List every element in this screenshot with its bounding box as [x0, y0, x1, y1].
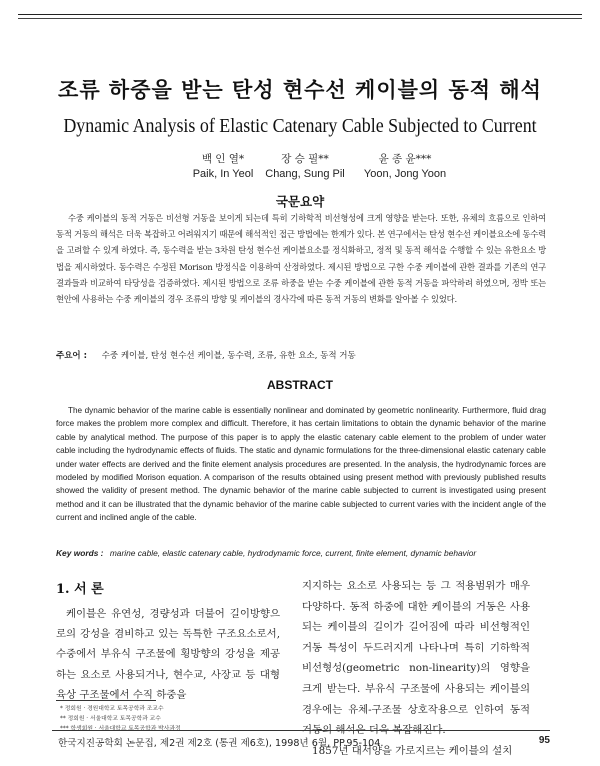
- footnote-rule: [56, 700, 156, 701]
- korean-keywords: [56, 349, 546, 361]
- english-abstract: The dynamic behavior of the marine cable is essentially nonlinear and dominated by geometric nonlinearity. Furthermore, fluid drag force makes the problem more complex and difficult. Therefore, it has certain limitations to obtain the dynamic behavior of the marine cable by analytical method. The purpose of this paper is to apply the elastic catenary cable element to the problem of under water cable including the hydrodynamic effects of fluids. The static and dynamic formulations for the three-dimensional elastic catenary cable under water effects are derived and the finite element analysis procedures are presented. In the analysis, the hydrodynamic forces are modeled by modified Morison equation. A comparison of the results obtained using present method with previously published results showed the validity of present method. The dynamic behavior of the marine cable subjected to current is investigated using present method and it can be illustrated that the dynamic behavior of the marine cable subjected to current varies with the incident angle of the current and inclined angle of the cable.: [56, 406, 546, 523]
- author-2-en: Chang, Sung Pil: [265, 168, 345, 180]
- author-1-kr: 백 인 열*: [201, 153, 245, 165]
- footnote-2: ** 정회원 · 서울대학교 토목공학과 교수: [60, 716, 161, 722]
- english-keywords-text: marine cable, elastic catenary cable, hydrodynamic force, current, finite element, dynamic behavior: [109, 548, 477, 558]
- english-keywords-label: Key words :: [56, 548, 104, 558]
- author-3-en: Yoon, Jong Yoon: [363, 168, 447, 180]
- english-title: Dynamic Analysis of Elastic Catenary Cable Subjected to Current: [63, 116, 537, 137]
- footer-rule: [52, 730, 550, 731]
- author-2: [255, 152, 355, 182]
- english-keywords: [56, 548, 556, 558]
- korean-abstract: 수중 케이블의 동적 거동은 비선형 거동을 보이게 되는데 특히 기하학적 비선형성에 크게 영향을 받는다. 또한, 유체의 흐름으로 인하여 동적 거동의 해석은 더욱 복잡하고 어려워지기 때문에 해석적인 접근 방법에는 한계가 있다. 본 연구에서는 탄성 현수선 케이블요소에 동수력을 고려할 수 있게 하였다. 즉, 동수력을 받는 3차원 탄성 현수선 케이블요소를 정식화하고, 정적 및 동적 해석을 수행할 수 있는 유한요소 방법을 제시하였다. 동수력은 수정된 Morison 방정식을 이용하여 산정하였다. 제시된 방법으로 구한 수중 케이블에 관한 결과를 기존의 연구 결과들과 비교하여 타당성을 검증하였다. 제시된 방법으로 조류 하중을 받는 수중 케이블에 관한 동적 거동을 파악하려 하였으며, 정박 또는 현안에 사용하는 수중 케이블의 경우 조류의 방향 및 케이블의 경사각에 따른 동적 거동의 변화를 알아볼 수 있었다.: [56, 213, 546, 305]
- section-heading: 1. 서 론: [56, 582, 104, 597]
- footnote-1: * 정회원 · 경원대학교 토목공학과 조교수: [60, 706, 164, 712]
- top-rule-thin: [18, 18, 582, 19]
- page-number: 95: [538, 735, 550, 746]
- author-1-en: Paik, In Yeol: [192, 168, 254, 180]
- top-rule: [18, 14, 582, 15]
- intro-left-column: 케이블은 유연성, 경량성과 더불어 길이방향으로의 강성을 겸비하고 있는 독특한 구조요소로서, 수중에서 부유식 구조물에 횡방향의 강성을 제공하는 요소로 사용되거나, 현수교, 사장교 등 대형 육상 구조물에서 수직 하중을: [56, 608, 280, 701]
- footnote-3: *** 학생회원 · 서울대학교 토목공학과 박사과정: [60, 726, 181, 732]
- journal-citation: 한국지진공학회 논문집, 제2권 제2호 (통권 제6호), 1998년 6월, PP.95-104.: [58, 738, 384, 749]
- korean-title: 조류 하중을 받는 탄성 현수선 케이블의 동적 해석: [58, 78, 542, 102]
- korean-keywords-text: 수중 케이블, 탄성 현수선 케이블, 동수력, 조류, 유한 요소, 동적 거동: [101, 351, 356, 361]
- author-3-kr: 윤 종 윤***: [378, 153, 432, 165]
- korean-abstract-heading: 국문요약: [275, 194, 325, 209]
- intro-right-column: [302, 576, 530, 761]
- author-3: [350, 152, 460, 182]
- korean-keywords-label: 주요어 :: [56, 351, 87, 361]
- abstract-heading: ABSTRACT: [267, 378, 333, 392]
- author-2-kr: 장 승 필**: [281, 153, 329, 165]
- intro-right-paragraph-1: 지지하는 요소로 사용되는 등 그 적용범위가 매우 다양하다. 동적 하중에 대한 케이블의 거동은 사용되는 케이블의 길이가 길어짐에 따라 비선형적인 거동 특성이 두드러지게 나타나며 특히 기하학적 비선형성(geometric non-linearity)의 영향을 크게 받는다. 부유식 구조물에 사용되는 케이블의 경우에는 유체-구조물 상호작용으로 인하여 동적 거동의 해석은 더욱 복잡해진다.: [302, 580, 530, 737]
- intro-right-paragraph-2: 1857년 대서양을 가로지르는 케이블의 설치: [312, 744, 513, 757]
